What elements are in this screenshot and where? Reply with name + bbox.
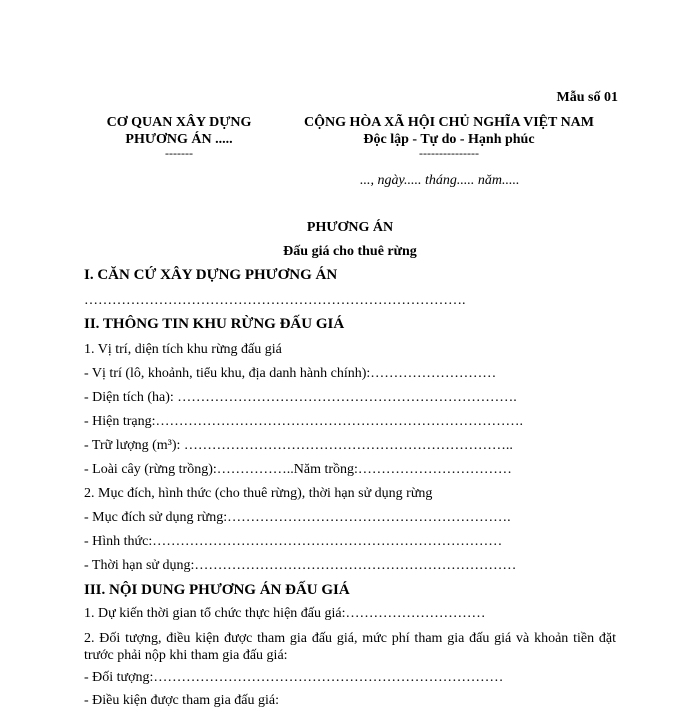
form-field: - Hình thức:………………………………………………………………… (84, 534, 503, 549)
section-3-item-1: 1. Dự kiến thời gian tổ chức thực hiện đấu giá:………………………… (84, 606, 486, 621)
agency-name-line1: CƠ QUAN XÂY DỰNG (106, 115, 252, 130)
section-2-item-1: 1. Vị trí, diện tích khu rừng đấu giá (84, 342, 282, 357)
area-field: - Diện tích (ha): ………………………………………………………………. (84, 390, 517, 405)
date-line: ..., ngày..... tháng..... năm..... (360, 173, 520, 188)
subjects-field: - Đối tượng:………………………………………………………………… (84, 670, 504, 685)
section-1-heading: I. CĂN CỨ XÂY DỰNG PHƯƠNG ÁN (84, 267, 338, 283)
national-header (284, 114, 614, 158)
national-rule: --------------- (419, 146, 479, 160)
document-subtitle: Đấu giá cho thuê rừng (283, 244, 417, 259)
conditions-field: - Điều kiện được tham gia đấu giá: (84, 693, 279, 708)
species-field: - Loài cây (rừng trồng):……………..Năm trồng:…………………………… (84, 462, 512, 477)
volume-field: - Trữ lượng (m³): …………………………………………………………….. (84, 438, 513, 453)
national-title: CỘNG HÒA XÃ HỘI CHỦ NGHĨA VIỆT NAM (303, 115, 594, 130)
section-3-item-2: 2. Đối tượng, điều kiện được tham gia đấu giá, mức phí tham gia đấu giá và khoản tiền đặt trước phải nộp khi tham gia đấu giá: (84, 631, 616, 663)
agency-header (84, 114, 274, 158)
national-motto: Độc lập - Tự do - Hạnh phúc (363, 132, 535, 147)
term-field: - Thời hạn sử dụng:…………………………………………………………… (84, 558, 517, 573)
location-field: - Vị trí (lô, khoảnh, tiểu khu, địa danh hành chính):……………………… (84, 366, 497, 381)
agency-name-line2: PHƯƠNG ÁN ..... (125, 132, 233, 147)
section-2-item-2: 2. Mục đích, hình thức (cho thuê rừng), thời hạn sử dụng rừng (84, 486, 433, 501)
document-title: PHƯƠNG ÁN (306, 220, 394, 235)
purpose-field: - Mục đích sử dụng rừng:……………………………………………………. (84, 510, 511, 525)
form-number: Mẫu số 01 (556, 90, 618, 105)
section-2-heading: II. THÔNG TIN KHU RỪNG ĐẤU GIÁ (84, 316, 345, 332)
section-1-fill-line: ………………………………………………………………………. (84, 293, 466, 308)
status-field: - Hiện trạng:……………………………………………………………………. (84, 414, 524, 429)
agency-rule: ------- (165, 146, 193, 160)
section-3-heading: III. NỘI DUNG PHƯƠNG ÁN ĐẤU GIÁ (84, 582, 350, 598)
